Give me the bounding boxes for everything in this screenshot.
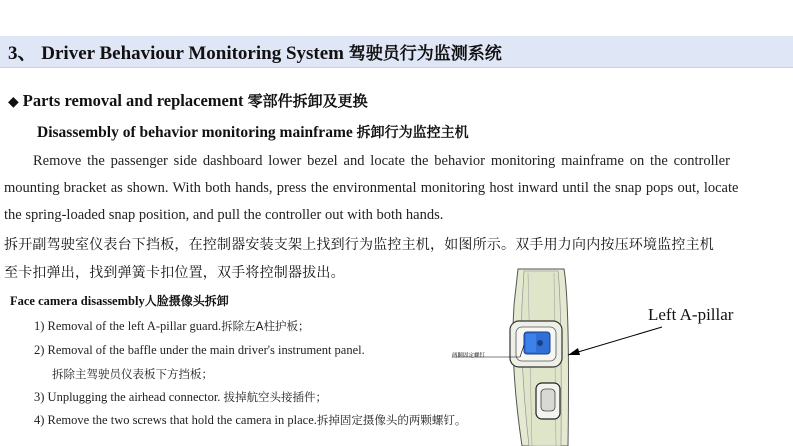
parts-heading-en: Parts removal and replacement [22, 91, 244, 110]
step-number: 2) [34, 343, 45, 357]
step-text-cn: 拆除左A柱护板； [221, 319, 310, 333]
step-text-cn: 拆掉固定摄像头的两颗螺钉。 [316, 413, 467, 427]
disassembly-heading-cn: 拆卸行为监控主机 [356, 125, 469, 141]
paragraph-en-line-3: the spring-loaded snap position, and pull the controller out with both hands. [4, 207, 444, 223]
a-pillar-illustration [440, 265, 793, 446]
section-title-cn: 驾驶员行为监测系统 [348, 44, 502, 64]
step-item [34, 412, 466, 428]
face-camera-title-cn: 人脸摄像头拆卸 [144, 294, 229, 308]
section-header-bar [0, 36, 793, 68]
step-item [34, 343, 365, 358]
step-text-en: Removal of the left A-pillar guard. [47, 319, 222, 333]
step-item [34, 318, 309, 334]
section-title [8, 38, 502, 65]
figure-callout-label: 两颗固定螺钉 [452, 353, 486, 359]
parts-heading-cn: 零部件拆卸及更换 [247, 92, 368, 110]
paragraph-en-line-1: Remove the passenger side dashboard lower bezel and locate the behavior monitoring mainframe on the controller [33, 153, 730, 169]
step-number: 1) [34, 319, 45, 333]
face-camera-title [10, 292, 229, 309]
step-number: 3) [34, 390, 45, 404]
diamond-bullet-icon: ◆ [8, 94, 19, 110]
step-text-en: Unplugging the airhead connector. [47, 390, 221, 404]
step-text-cn: 拔掉航空头接插件； [223, 390, 328, 404]
face-camera-title-en: Face camera disassembly [10, 294, 145, 308]
step-item [34, 389, 327, 405]
paragraph-en-line-2: mounting bracket as shown. With both hands, press the environmental monitoring host inward until the snap pops out, locate [4, 180, 739, 196]
section-number: 3、 [8, 43, 37, 64]
parts-heading [8, 90, 368, 111]
disassembly-heading [37, 122, 469, 142]
step-text-cn: 拆除主驾驶员仪表板下方挡板； [52, 367, 213, 381]
disassembly-heading-en: Disassembly of behavior monitoring mainframe [37, 124, 353, 141]
step-text-en: Removal of the baffle under the main driver's instrument panel. [47, 343, 365, 357]
section-title-en: Driver Behaviour Monitoring System [41, 43, 345, 64]
paragraph-cn-line-2: 至卡扣弹出，找到弹簧卡扣位置，双手将控制器拔出。 [4, 265, 345, 281]
paragraph-cn-line-1: 拆开副驾驶室仪表台下挡板，在控制器安装支架上找到行为监控主机，如图所示。双手用力向内按压环境监控主机 [4, 237, 714, 253]
a-pillar-figure [440, 265, 793, 446]
figure-label: Left A-pillar [648, 305, 734, 324]
step-number: 4) [34, 413, 45, 427]
step-text-en: Remove the two screws that hold the camera in place. [47, 413, 317, 427]
